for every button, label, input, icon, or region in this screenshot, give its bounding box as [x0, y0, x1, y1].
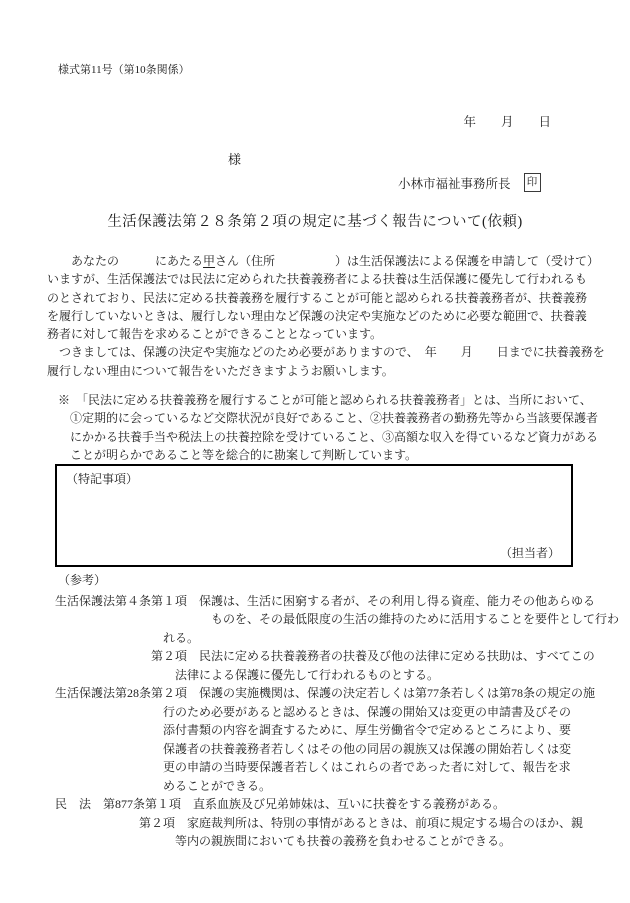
date-line: 年 月 日 [463, 115, 551, 129]
note-line: にかかる扶養手当や税法上の扶養控除を受けていること、③高額な収入を得ているなど資力がある [58, 429, 599, 444]
reference-line: めることができる。 [55, 778, 272, 793]
reference-line: 保護者の扶養義務者若しくはその他の同居の親族又は保護の開始若しくは変 [55, 741, 572, 756]
special-remarks-box [55, 464, 573, 567]
body-line: 務者に対して報告を求めることができることとなっています。 [47, 327, 383, 342]
body-line1-pre: あなたの にあたる [47, 254, 204, 268]
reference-line: 生活保護法第４条第１項 保護は、生活に困窮する者が、その利用し得る資産、能力その他あらゆる [55, 593, 596, 608]
reference-line: ものを、その最低限度の生活の維持のために活用することを要件として行わ [55, 612, 620, 626]
note-line: ①定期的に会っているなど交際状況が良好であること、②扶養義務者の勤務先等から当該要保護者 [58, 411, 599, 426]
body-line: つきましては、保護の決定や実施などのため必要がありますので、 年 月 日までに扶養義務を [47, 345, 605, 360]
seal-stamp-box: 印 [524, 173, 541, 192]
reference-line: 更の申請の当時要保護者若しくはこれらの者であった者に対して、報告を求 [55, 760, 571, 774]
reference-heading: （参考） [58, 573, 107, 587]
special-remarks-label: （特記事項） [66, 472, 139, 486]
addressee-suffix: 様 [228, 152, 242, 167]
sender-line [398, 173, 541, 192]
reference-line: 行のため必要があると認めるときは、保護の開始又は変更の申請書及びその [55, 704, 572, 719]
body-line: いますが、生活保護法では民法に定められた扶養義務者による扶養は生活保護に優先して行われるも [47, 272, 588, 287]
reference-section [55, 571, 619, 851]
note-line: ことが明らかであること等を総合的に勘案して判断しています。 [58, 448, 418, 463]
reference-line: 等内の親族間においても扶養の義務を負わせることができる。 [55, 834, 512, 848]
reference-line: 生活保護法第28条第２項 保護の実施機関は、保護の決定若しくは第77条若しくは第78条の規定の施 [55, 686, 596, 700]
reference-line: れる。 [55, 630, 200, 645]
note-text [58, 391, 598, 465]
body-text [47, 252, 605, 380]
reference-line: 第２項 民法に定める扶養義務者の扶養及び他の法律に定める扶助は、すべてこの [55, 649, 595, 663]
body-line: を履行していないときは、履行しない理由など保護の決定や実施などのために必要な範囲で、扶養義 [47, 308, 587, 323]
body-line: のとされており、民法に定める扶養義務を履行することが可能と認められる扶養義務者が、扶養義務 [47, 290, 588, 305]
document-title: 生活保護法第２８条第２項の規定に基づく報告について(依頼) [107, 214, 523, 230]
note-line: ※ 「民法に定める扶養義務を履行することが可能と認められる扶養義務者」とは、当所において、 [58, 393, 592, 407]
body-line [47, 252, 605, 270]
body-line: 履行しない理由について報告をいただきますようお願いします。 [47, 363, 394, 378]
staff-in-charge-label: （担当者） [499, 546, 560, 560]
reference-line: 添付書類の内容を調査するために、厚生労働省令で定めるところにより、要 [55, 723, 572, 737]
sender-name: 小林市福祉事務所長 [398, 176, 511, 191]
reference-line: 法律による保護に優先して行われるものとする。 [55, 667, 440, 682]
body-line1-name-underlined: 甲 [203, 254, 216, 268]
body-line1-post: さん（住所 ）は生活保護法による保護を申請して（受けて） [215, 254, 600, 268]
reference-line: 第２項 家庭裁判所は、特別の事情があるときは、前項に規定する場合のほか、親 [55, 815, 584, 830]
reference-line: 民 法 第877条第１項 直系血族及び兄弟姉妹は、互いに扶養をする義務がある。 [55, 797, 506, 811]
form-number: 様式第11号（第10条関係） [58, 64, 190, 76]
